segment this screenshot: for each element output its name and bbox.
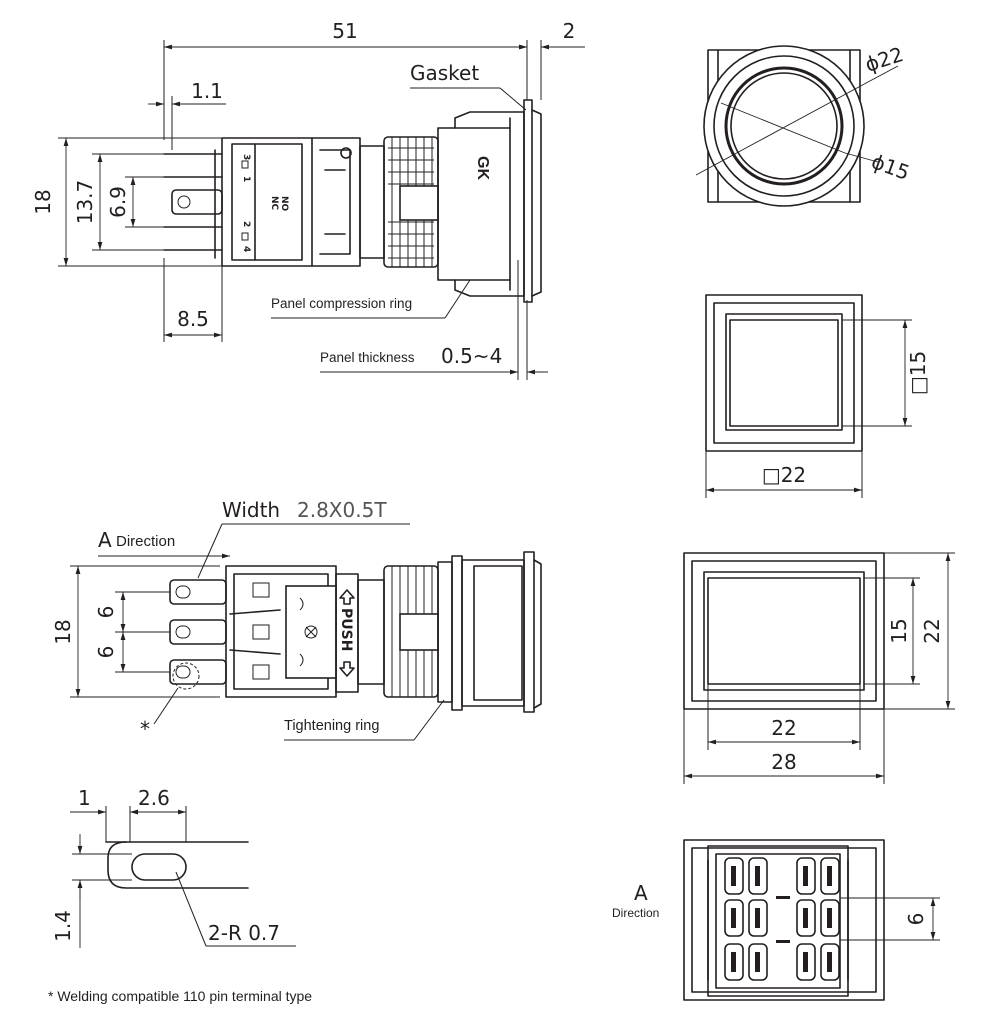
rect-inner-h: 15 <box>887 618 911 644</box>
gasket-label: Gasket <box>410 61 480 85</box>
direction-letter: A <box>634 881 648 905</box>
side2-pitch-bottom: 6 <box>94 645 118 659</box>
detail-slot-width: 1.4 <box>51 910 75 942</box>
width-label: Width <box>222 498 281 522</box>
direction-letter-side: A <box>98 528 112 552</box>
round-front-view <box>696 42 913 206</box>
detail-offset: 1 <box>78 786 91 810</box>
direction-word: Direction <box>612 906 660 920</box>
width-value: 2.8X0.5T <box>297 498 387 522</box>
panel-thickness-value: 0.5~4 <box>441 344 503 368</box>
side2-front <box>438 552 541 712</box>
bottom-side-view <box>51 498 541 741</box>
dim-overall-length: 51 <box>332 19 358 43</box>
rect-outer-w: 28 <box>771 750 797 774</box>
square-outer-dim: □22 <box>761 463 807 487</box>
direction-a-view <box>612 840 940 1000</box>
terminal-mark-4: 4 <box>241 246 251 253</box>
compression-ring-label: Panel compression ring <box>271 296 413 311</box>
round-outer-dia: ϕ22 <box>862 41 907 77</box>
dim-pin-span: 13.7 <box>73 179 97 225</box>
detail-slot-length: 2.6 <box>138 786 170 810</box>
side-switch-body <box>222 138 384 266</box>
contact-mark-nc: NC <box>269 196 279 211</box>
panel-thickness-label: Panel thickness <box>320 350 415 365</box>
side2-body <box>226 566 384 697</box>
side2-tightening-ring <box>384 566 438 697</box>
square-front-view <box>706 295 930 498</box>
round-inner-dia: ϕ15 <box>868 149 913 185</box>
direction-word-side: Direction <box>116 533 176 550</box>
rect-outer-h: 22 <box>920 618 944 644</box>
terminal-mark-2: 2 <box>241 221 251 228</box>
direction-pitch: 6 <box>904 912 928 926</box>
push-text: PUSH <box>338 608 354 652</box>
rect-front-view <box>684 553 955 784</box>
footnote: * Welding compatible 110 pin terminal type <box>48 988 313 1004</box>
side2-height: 18 <box>51 619 75 645</box>
detail-radius: 2-R 0.7 <box>208 921 281 945</box>
terminal-mark-1: 1 <box>241 176 251 183</box>
square-inner-dim: □15 <box>906 350 930 396</box>
tightening-ring-label: Tightening ring <box>284 718 380 734</box>
dim-pin-offset: 1.1 <box>191 79 223 103</box>
rect-inner-w: 22 <box>771 716 797 740</box>
terminal-detail <box>51 786 296 948</box>
asterisk-mark: * <box>140 717 150 741</box>
side-tightening-ring <box>384 137 438 267</box>
dim-pin-pitch: 6.9 <box>106 186 130 218</box>
side-view <box>31 19 585 380</box>
svg-text:GK: GK <box>474 156 491 180</box>
contact-mark-no: NO <box>279 196 289 212</box>
side2-pitch-top: 6 <box>94 605 118 619</box>
dim-height: 18 <box>31 189 55 215</box>
direction-terminals <box>725 858 839 980</box>
side-front-housing <box>438 100 541 302</box>
side-terminal-pins <box>164 150 222 258</box>
side2-pins <box>140 580 226 741</box>
dim-flange: 2 <box>562 19 576 43</box>
dim-pin-length: 8.5 <box>177 307 209 331</box>
terminal-mark-3: 3 <box>241 154 251 161</box>
